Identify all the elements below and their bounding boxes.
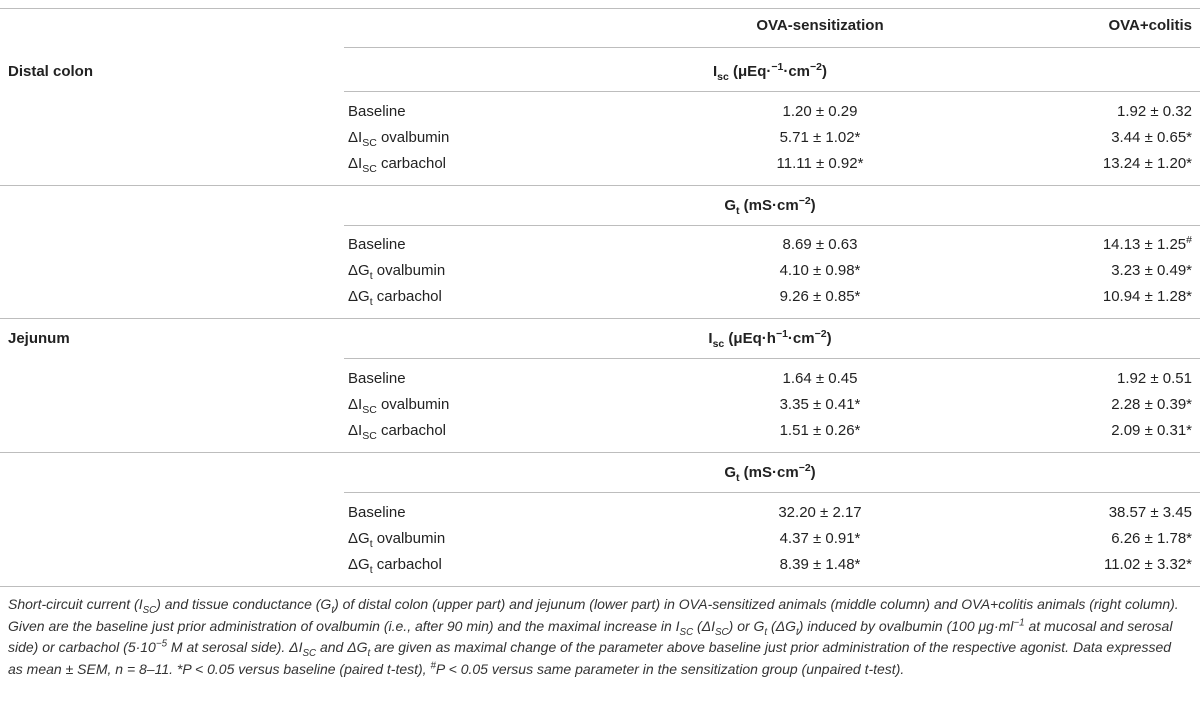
row-label: $\Delta I_{SC}$ carbachol — [348, 155, 447, 175]
group-rule — [344, 91, 1200, 92]
parameter-row — [0, 193, 1200, 219]
table-row — [0, 552, 1200, 578]
section-row-jejunum — [0, 326, 1200, 352]
table-row — [0, 99, 1200, 125]
row-label: Baseline — [348, 504, 406, 521]
value-ova-colitis: 3.23 ± 0.49* — [1111, 262, 1192, 279]
value-ova-sensitization: 3.35 ± 0.41* — [779, 396, 861, 413]
row-label: Baseline — [348, 236, 406, 253]
row-label: $\Delta G_t$ ovalbumin — [348, 262, 446, 282]
value-ova-sensitization: 8.39 ± 1.48* — [779, 556, 861, 573]
value-ova-sensitization: 9.26 ± 0.85* — [779, 288, 861, 305]
table-row — [0, 392, 1200, 418]
value-ova-colitis: 3.44 ± 0.65* — [1111, 129, 1192, 146]
table-bottom-rule — [0, 586, 1200, 587]
value-ova-colitis: 14.13 ± 1.25# — [1102, 234, 1192, 253]
value-ova-colitis: 10.94 ± 1.28* — [1102, 288, 1192, 305]
header-rule — [344, 47, 1200, 48]
table-row — [0, 232, 1200, 258]
row-label: Baseline — [348, 103, 406, 120]
table-top-rule — [0, 8, 1200, 9]
value-ova-sensitization: 32.20 ± 2.17 — [778, 504, 862, 521]
table-row — [0, 500, 1200, 526]
table-row — [0, 125, 1200, 151]
row-label: Baseline — [348, 370, 406, 387]
row-label: $\Delta I_{SC}$ carbachol — [348, 422, 447, 442]
section-rule — [0, 185, 1200, 186]
value-ova-colitis: 2.28 ± 0.39* — [1111, 396, 1192, 413]
row-label: $\Delta G_t$ carbachol — [348, 288, 442, 308]
value-ova-sensitization: 4.37 ± 0.91* — [779, 530, 861, 547]
parameter-header: $G_t$ $(mS\cdot cm^{-2})$ — [724, 195, 816, 217]
value-ova-colitis: 1.92 ± 0.51 — [1117, 370, 1192, 387]
value-ova-sensitization: 11.11 ± 0.92* — [776, 155, 864, 172]
parameter-header: $I_{sc}$ $(\mu Eq\cdot^{-1}\cdot cm^{-2})$ — [712, 61, 828, 83]
table-row — [0, 258, 1200, 284]
section-label: Jejunum — [8, 330, 70, 347]
value-ova-colitis: 2.09 ± 0.31* — [1111, 422, 1192, 439]
row-label: $\Delta G_t$ ovalbumin — [348, 530, 446, 550]
value-ova-sensitization: 1.51 ± 0.26* — [779, 422, 861, 439]
value-ova-sensitization: 1.20 ± 0.29 — [782, 103, 858, 120]
table-header-row — [0, 13, 1200, 39]
row-label: $\Delta I_{SC}$ ovalbumin — [348, 129, 450, 149]
table-row — [0, 366, 1200, 392]
value-ova-sensitization: 8.69 ± 0.63 — [782, 236, 858, 253]
value-ova-colitis: 13.24 ± 1.20* — [1102, 155, 1192, 172]
parameter-header: $I_{sc}$ $(\mu Eq\cdot h^{-1}\cdot cm^{-2})$ — [708, 328, 832, 350]
column-header-ova-sensitization: OVA-sensitization — [756, 17, 884, 34]
section-rule — [0, 452, 1200, 453]
parameter-row — [0, 460, 1200, 486]
parameter-header: $G_t$ $(mS\cdot cm^{-2})$ — [724, 462, 816, 484]
group-rule — [344, 358, 1200, 359]
value-ova-colitis: 11.02 ± 3.32* — [1103, 556, 1192, 573]
group-rule — [344, 492, 1200, 493]
section-label: Distal colon — [8, 63, 94, 80]
value-ova-sensitization: 5.71 ± 1.02* — [779, 129, 861, 146]
column-header-ova-colitis: OVA+colitis — [1108, 17, 1192, 34]
value-ova-sensitization: 1.64 ± 0.45 — [782, 370, 858, 387]
section-rule — [0, 318, 1200, 319]
value-ova-sensitization: 4.10 ± 0.98* — [779, 262, 861, 279]
value-ova-colitis: 6.26 ± 1.78* — [1111, 530, 1192, 547]
table-row — [0, 418, 1200, 444]
group-rule — [344, 225, 1200, 226]
table-row — [0, 526, 1200, 552]
table-footnote: Short-circuit current $(I_{SC})$ and tissue conductance $(G_t)$ of distal colon (upper part) and jejunum (lower part) in OVA-sensitized animals (middle column) and OVA+colitis animals (right column). Given are the baseline just prior administration of ovalbumin (i.e., after 90 min) and the maximal increase in $I_{SC}$ $(\Delta I_{SC})$ or $G_t$ $(\Delta G_t)$ induced by ovalbumin (100 $\mu g\cdot ml^{-1}$ at mucosal and serosal side) or carbachol ($5\cdot 10^{-5}$ M at serosal side). $\Delta I_{SC}$ and $\Delta G_t$ are given as maximal change of the parameter above baseline just prior administration of the respective agonist. Data expressed as mean ± SEM, n = 8–11. *P < 0.05 versus baseline (paired t-test), #P < 0.05 versus same parameter in the sensitization group (unpaired t-test). — [8, 596, 1179, 677]
row-label: $\Delta I_{SC}$ ovalbumin — [348, 396, 450, 416]
table-row — [0, 284, 1200, 310]
value-ova-colitis: 38.57 ± 3.45 — [1108, 504, 1192, 521]
value-ova-colitis: 1.92 ± 0.32 — [1117, 103, 1192, 120]
table-row — [0, 151, 1200, 177]
section-row-distal-colon — [0, 59, 1200, 85]
row-label: $\Delta G_t$ carbachol — [348, 556, 442, 576]
